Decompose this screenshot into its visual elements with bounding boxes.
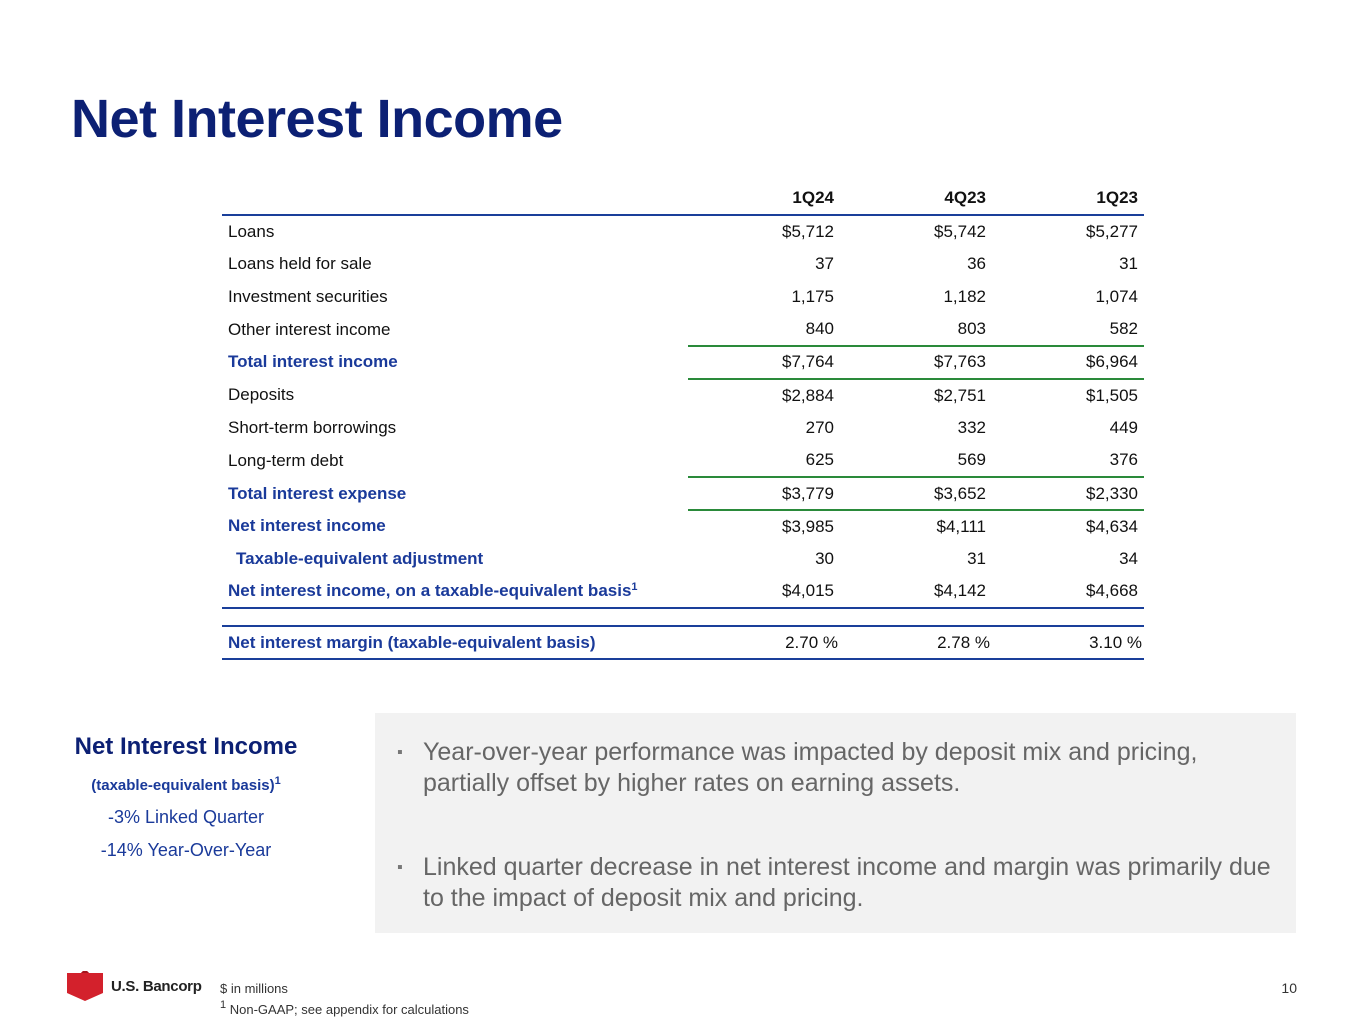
linked-quarter-stat: -3% Linked Quarter xyxy=(107,807,265,827)
shield-logo-icon xyxy=(67,971,103,1001)
header-label-cell xyxy=(222,182,688,215)
row-label: Taxable-equivalent adjustment xyxy=(236,549,484,569)
cell-value: $4,142 xyxy=(840,576,992,609)
cell-value: $2,751 xyxy=(840,379,992,412)
cell-value: $3,779 xyxy=(688,477,840,510)
brand-name: U.S. Bancorp xyxy=(111,977,202,995)
cell-value: $5,277 xyxy=(1086,221,1138,241)
cell-value: 30 xyxy=(815,549,834,569)
bullet-item xyxy=(397,852,1276,914)
cell-value: $5,712 xyxy=(782,221,834,241)
row-label: Net interest income xyxy=(228,516,386,536)
margin-row xyxy=(222,626,1144,659)
table-row xyxy=(222,248,1144,281)
cell-value: 803 xyxy=(957,319,986,339)
cell-value: 3.10 % xyxy=(992,626,1144,659)
cell-value: 36 xyxy=(967,253,986,273)
row-label: Deposits xyxy=(228,385,295,405)
table-header-row xyxy=(222,182,1144,215)
cell-value: $5,742 xyxy=(934,221,986,241)
cell-value: 1,074 xyxy=(1095,286,1138,306)
row-label: Short-term borrowings xyxy=(228,417,397,437)
total-row xyxy=(222,477,1144,510)
cell-value: $4,111 xyxy=(840,510,992,543)
cell-value: 625 xyxy=(805,450,834,470)
total-row xyxy=(222,510,1144,543)
cell-value: 449 xyxy=(1109,417,1138,437)
bullet-text: Linked quarter decrease in net interest income and margin was primarily due to the impact of deposit mix and pricing. xyxy=(423,853,1271,912)
sidebar-subheading xyxy=(40,775,332,794)
cell-value: 31 xyxy=(1119,253,1138,273)
cell-value: 2.70 % xyxy=(688,626,840,659)
cell-value: 582 xyxy=(1109,319,1138,339)
row-label: Total interest expense xyxy=(228,483,407,503)
table-row xyxy=(222,313,1144,346)
column-header: 1Q23 xyxy=(992,182,1144,215)
cell-value: 332 xyxy=(957,417,986,437)
bullet-item xyxy=(397,737,1276,799)
row-label: Total interest income xyxy=(228,352,398,372)
cell-value: 270 xyxy=(805,417,834,437)
footnotes xyxy=(220,980,469,1018)
cell-value: $4,668 xyxy=(992,576,1144,609)
commentary-panel xyxy=(375,713,1296,933)
cell-value: $4,015 xyxy=(688,576,840,609)
sidebar-heading: Net Interest Income xyxy=(74,733,298,760)
footnote-mark: 1 xyxy=(220,999,227,1011)
row-label: Loans held for sale xyxy=(228,253,372,273)
sidebar-subheading-text: (taxable-equivalent basis) xyxy=(91,777,275,794)
cell-value: $7,763 xyxy=(840,346,992,379)
cell-value: 1,182 xyxy=(943,286,986,306)
year-over-year-stat: -14% Year-Over-Year xyxy=(100,840,272,860)
row-label: Net interest margin (taxable-equivalent basis) xyxy=(222,626,688,659)
column-header: 1Q24 xyxy=(688,182,840,215)
column-header: 4Q23 xyxy=(840,182,992,215)
total-row xyxy=(222,346,1144,379)
row-label: Loans xyxy=(228,221,275,241)
cell-value: 31 xyxy=(967,549,986,569)
cell-value: 376 xyxy=(1109,450,1138,470)
cell-value: $6,964 xyxy=(992,346,1144,379)
row-label: Other interest income xyxy=(228,319,391,339)
page-title: Net Interest Income xyxy=(71,89,563,149)
cell-value: $3,985 xyxy=(688,510,840,543)
bullet-icon: ▪ xyxy=(397,744,403,761)
cell-value: $2,330 xyxy=(992,477,1144,510)
row-label xyxy=(222,576,688,609)
spacer-row xyxy=(222,608,1144,626)
cell-value: $3,652 xyxy=(840,477,992,510)
cell-value: 840 xyxy=(805,319,834,339)
summary-sidebar xyxy=(40,733,332,861)
table-row xyxy=(222,280,1144,313)
row-label-text: Net interest income, on a taxable-equivalent basis xyxy=(228,581,632,601)
cell-value: 2.78 % xyxy=(840,626,992,659)
table-row xyxy=(222,444,1144,477)
total-row xyxy=(222,576,1144,609)
cell-value: 569 xyxy=(957,450,986,470)
cell-value: $4,634 xyxy=(992,510,1144,543)
row-label: Investment securities xyxy=(228,286,388,306)
footnote-line xyxy=(220,997,469,1018)
page-number: 10 xyxy=(1281,980,1297,996)
bullet-text: Year-over-year performance was impacted by deposit mix and pricing, partially offset by higher rates on earning assets. xyxy=(423,738,1198,797)
cell-value: 34 xyxy=(1119,549,1138,569)
net-interest-income-table xyxy=(222,182,1144,660)
footnote-text: Non-GAAP; see appendix for calculations xyxy=(229,1002,469,1017)
units-note: $ in millions xyxy=(220,981,288,996)
table-row xyxy=(222,543,1144,576)
footnote-mark: 1 xyxy=(274,775,281,787)
table-row xyxy=(222,412,1144,445)
bullet-icon: ▪ xyxy=(397,859,403,876)
table-row xyxy=(222,215,1144,248)
table-row xyxy=(222,379,1144,412)
footnote-mark: 1 xyxy=(631,581,638,594)
cell-value: 1,175 xyxy=(791,286,834,306)
cell-value: $7,764 xyxy=(688,346,840,379)
row-label: Long-term debt xyxy=(228,450,344,470)
cell-value: $2,884 xyxy=(688,379,840,412)
company-logo xyxy=(67,971,202,1001)
cell-value: 37 xyxy=(815,253,834,273)
cell-value: $1,505 xyxy=(992,379,1144,412)
